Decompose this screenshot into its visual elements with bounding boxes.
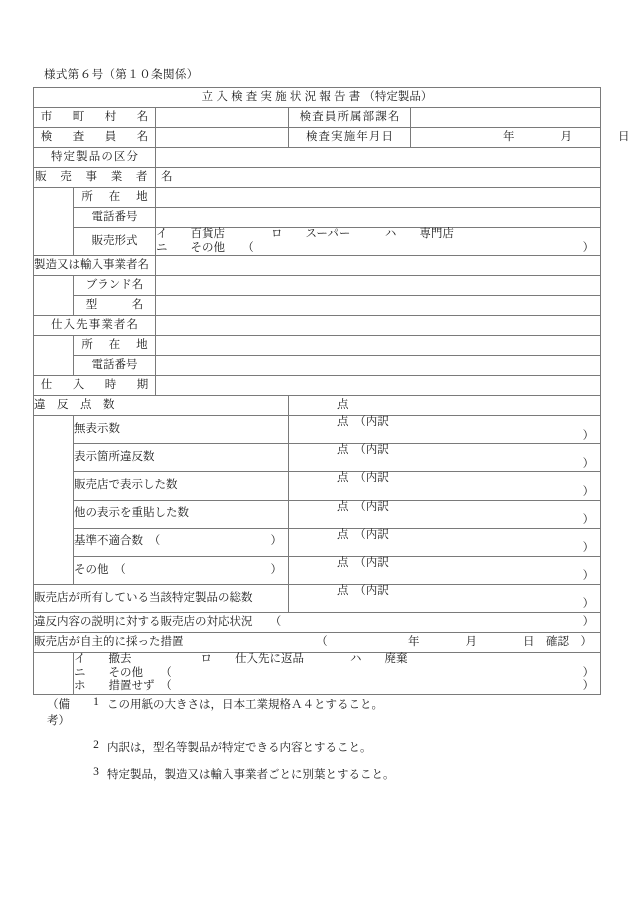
report-title-main: 立入検査実施状況報告書 xyxy=(201,90,364,103)
measures-line2-close: ） xyxy=(582,666,595,679)
violation-row-label-close: ） xyxy=(270,563,282,576)
violation-row-label: 他の表示を重貼した数 xyxy=(74,500,289,528)
violation-row-close: ） xyxy=(582,429,595,442)
violation-row-points-text: 点 （内訳 xyxy=(337,416,389,429)
violation-row-points-text: 点 （内訳 xyxy=(337,444,389,457)
table-row-response xyxy=(34,613,601,633)
table-row-seller-name xyxy=(34,168,601,188)
supplier-name-value[interactable] xyxy=(156,316,601,336)
supplier-phone-value[interactable] xyxy=(156,356,601,376)
notes-tag: （備考） xyxy=(47,699,70,727)
sales-type-label: 販売形式 xyxy=(74,228,156,256)
table-row-maker-name xyxy=(34,256,601,276)
table-row-measures-options xyxy=(34,653,601,695)
note-text: 特定製品，製造又は輸入事業者ごとに別葉とすること。 xyxy=(107,769,395,781)
violation-row-label-close: ） xyxy=(270,535,282,548)
inspect-date-value-cell[interactable] xyxy=(411,128,630,148)
violation-row-points-text: 点 （内訳 xyxy=(337,500,389,513)
note-number: 3 xyxy=(93,766,99,778)
table-row xyxy=(34,444,601,472)
violation-row-label: 表示箇所違反数 xyxy=(74,444,289,472)
response-status-label: 違反内容の説明に対する販売店の対応状況 （ xyxy=(34,615,282,628)
brand-value[interactable] xyxy=(156,276,601,296)
seller-name-label: 販 売 事 業 者 名 xyxy=(34,168,156,188)
report-title-sub: （特定製品） xyxy=(363,90,433,103)
response-status[interactable] xyxy=(34,613,601,633)
table-row-measures-header xyxy=(34,633,601,653)
note-item xyxy=(33,766,600,782)
table-row xyxy=(34,472,601,500)
sales-type-line2-close: ） xyxy=(582,241,595,254)
table-row-stock-total xyxy=(34,584,601,612)
violation-row-points[interactable] xyxy=(289,500,601,528)
violation-total-points-text: 点 xyxy=(337,398,349,411)
violation-row-points[interactable] xyxy=(289,556,601,584)
measures-line2: ニ その他 （ xyxy=(74,666,172,679)
stock-total-label: 販売店が所有している当該特定製品の総数 xyxy=(34,584,289,612)
table-row xyxy=(34,500,601,528)
violation-total-label: 違 反 点 数 xyxy=(34,396,289,416)
table-row-seller-phone xyxy=(34,208,601,228)
measures-line3-close: ） xyxy=(582,680,595,693)
inspect-date-label: 検査実施年月日 xyxy=(289,128,411,148)
note-number: 1 xyxy=(93,696,99,708)
seller-indent-spacer xyxy=(34,188,74,256)
table-row-purchase-time xyxy=(34,376,601,396)
measures-line3: ホ 措置せず （ xyxy=(74,680,172,693)
measures-options[interactable] xyxy=(74,653,601,695)
seller-address-value[interactable] xyxy=(156,188,601,208)
table-row-title xyxy=(34,88,601,108)
table-row-sales-type xyxy=(34,228,601,256)
maker-name-value[interactable] xyxy=(156,256,601,276)
violation-row-close: ） xyxy=(582,570,595,583)
measures-indent-spacer xyxy=(34,653,74,695)
violation-row-label-text: 基準不適合数 （ xyxy=(74,535,161,548)
supplier-phone-label: 電話番号 xyxy=(74,356,156,376)
product-category-label: 特定製品の区分 xyxy=(34,148,156,168)
violation-row-points[interactable] xyxy=(289,444,601,472)
violation-row-label-text: その他 （ xyxy=(74,563,126,576)
table-row-supplier-phone xyxy=(34,356,601,376)
supplier-address-label: 所 在 地 xyxy=(74,336,156,356)
seller-phone-value[interactable] xyxy=(156,208,601,228)
table-row-supplier-name xyxy=(34,316,601,336)
violation-row-close: ） xyxy=(582,485,595,498)
violation-row-close: ） xyxy=(582,542,595,555)
violation-row-close: ） xyxy=(582,514,595,527)
table-row-brand xyxy=(34,276,601,296)
model-value[interactable] xyxy=(156,296,601,316)
purchase-time-label: 仕 入 時 期 xyxy=(34,376,156,396)
table-row-city xyxy=(34,108,601,128)
note-number: 2 xyxy=(93,739,99,751)
inspect-date-value: 年 月 日 xyxy=(503,130,630,143)
table-row-inspector xyxy=(34,128,601,148)
city-value[interactable] xyxy=(156,108,289,128)
note-text: この用紙の大きさは，日本工業規格Ａ４とすること。 xyxy=(107,699,383,711)
violation-row-points-text: 点 （内訳 xyxy=(337,556,389,569)
violation-row-points-text: 点 （内訳 xyxy=(337,472,389,485)
table-row-product-category xyxy=(34,148,601,168)
city-label: 市 町 村 名 xyxy=(34,108,156,128)
table-row xyxy=(34,556,601,584)
table-row-model xyxy=(34,296,601,316)
violation-total-points[interactable] xyxy=(289,396,601,416)
measures-line1: イ 撤去 ロ 仕入先に返品 ハ 廃棄 xyxy=(74,653,408,665)
violation-row-label[interactable] xyxy=(74,556,289,584)
violation-row-points[interactable] xyxy=(289,472,601,500)
table-row-supplier-address xyxy=(34,336,601,356)
sales-type-line1: イ 百貨店 ロ スーパー ハ 専門店 xyxy=(156,228,454,240)
measures-header[interactable] xyxy=(34,633,601,653)
violation-row-points[interactable] xyxy=(289,416,601,444)
seller-address-label: 所 在 地 xyxy=(74,188,156,208)
table-row-violation-total xyxy=(34,396,601,416)
purchase-time-value[interactable] xyxy=(156,376,601,396)
seller-phone-label: 電話番号 xyxy=(74,208,156,228)
note-item xyxy=(33,696,600,728)
table-row xyxy=(34,416,601,444)
response-status-close: ） xyxy=(582,615,595,628)
measures-label: 販売店が自主的に採った措置 xyxy=(34,635,184,648)
note-item xyxy=(33,739,600,755)
inspection-report-table xyxy=(33,87,630,695)
violation-row-label[interactable] xyxy=(74,528,289,556)
inspector-dept-value[interactable] xyxy=(411,108,601,128)
violation-row-label: 販売店で表示した数 xyxy=(74,472,289,500)
seller-name-value[interactable] xyxy=(156,168,601,188)
stock-total-points[interactable] xyxy=(289,584,601,612)
form-number: 様式第６号（第１０条関係） xyxy=(44,69,199,81)
table-row-seller-address xyxy=(34,188,601,208)
supplier-name-label: 仕入先事業者名 xyxy=(34,316,156,336)
measures-confirm-date: （ 年 月 日 確認 ） xyxy=(316,635,593,648)
supplier-address-value[interactable] xyxy=(156,336,601,356)
report-title-cell xyxy=(34,88,601,108)
brand-label: ブランド名 xyxy=(74,276,156,296)
violation-row-close: ） xyxy=(582,457,595,470)
note-text: 内訳は，型名等製品が特定できる内容とすること。 xyxy=(107,742,372,754)
violation-row-points[interactable] xyxy=(289,528,601,556)
violation-row-points-text: 点 （内訳 xyxy=(337,528,389,541)
inspector-value[interactable] xyxy=(156,128,289,148)
stock-total-close: ） xyxy=(582,598,595,611)
maker-name-label: 製造又は輸入事業者名 xyxy=(34,256,156,276)
table-row xyxy=(34,528,601,556)
notes-section xyxy=(33,696,600,793)
violation-row-label: 無表示数 xyxy=(74,416,289,444)
model-label: 型 名 xyxy=(74,296,156,316)
stock-total-points-text: 点 （内訳 xyxy=(337,584,389,597)
product-category-value[interactable] xyxy=(156,148,601,168)
supplier-indent-spacer xyxy=(34,336,74,376)
maker-indent-spacer xyxy=(34,276,74,316)
sales-type-line2: ニ その他 （ xyxy=(156,241,254,254)
inspector-dept-label: 検査員所属部課名 xyxy=(289,108,411,128)
sales-type-options[interactable] xyxy=(156,228,601,256)
violation-indent-spacer xyxy=(34,416,74,585)
inspector-label: 検 査 員 名 xyxy=(34,128,156,148)
